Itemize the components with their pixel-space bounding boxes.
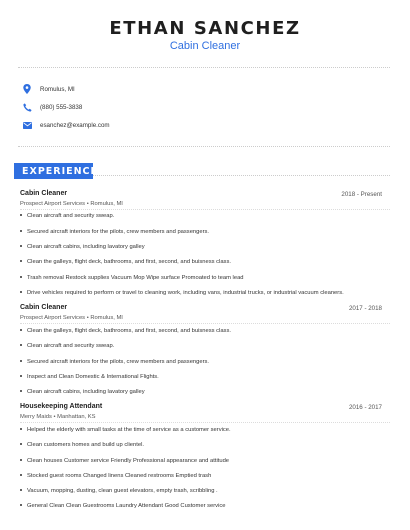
contact-phone-text[interactable]: (880) 555-3838 xyxy=(40,103,83,111)
job-location: Romulus, MI xyxy=(90,315,123,321)
job-dates: 2017 - 2018 xyxy=(348,305,382,312)
list-item: Trash removal Restock supplies Vacuum Mop Wipe surface Promoated to team lead xyxy=(20,275,244,281)
job-company-line: Prospect Airport Services • Romulus, MI xyxy=(20,201,123,207)
job-divider xyxy=(20,209,390,210)
list-item: Stocked guest rooms Changed linens Cleaned restrooms Emptied trash xyxy=(20,473,211,479)
list-item: General Clean Clean Guestrooms Laundry Attendant Good Customer service xyxy=(20,503,226,509)
job-location: Romulus, MI xyxy=(90,201,123,207)
job-title: Cabin Cleaner xyxy=(20,190,68,197)
section-title-experience: EXPERIENCE xyxy=(14,163,93,179)
job-title: Cabin Cleaner xyxy=(20,304,68,311)
list-item: Clean aircraft and security sweap. xyxy=(20,213,114,219)
job-company: Prospect Airport Services xyxy=(20,315,86,321)
contact-location xyxy=(22,83,75,95)
list-item: Secured aircraft interiors for the pilots, crew members and passengers. xyxy=(20,359,209,365)
section-divider xyxy=(93,175,390,176)
list-item: Clean aircraft and security sweap. xyxy=(20,343,114,349)
job-dates: 2018 - Present xyxy=(341,191,382,198)
list-item: Clean aircraft cabins, including lavatory galley xyxy=(20,389,145,395)
contact-email[interactable] xyxy=(22,119,110,131)
location-pin-icon xyxy=(22,84,32,94)
job-company: Prospect Airport Services xyxy=(20,201,86,207)
contact-location-text: Romulus, MI xyxy=(40,85,75,93)
phone-icon xyxy=(22,102,32,112)
list-item: Vacuum, mopping, dusting, clean guest elevators, empty trash, scribbling . xyxy=(20,488,218,494)
job-company-line: Prospect Airport Services • Romulus, MI xyxy=(20,315,123,321)
list-item: Drive vehicles required to perform or travel to cleaning work, including vans, industrial trucks, or industrial vacuum cleaners. xyxy=(20,290,344,296)
list-item: Clean the galleys, flight deck, bathrooms, and first, second, and buisness class. xyxy=(20,259,231,265)
job-divider xyxy=(20,422,390,423)
job-location: Manhattan, KS xyxy=(57,414,96,420)
contact-divider xyxy=(18,146,390,147)
list-item: Clean aircraft cabins, including lavatory galley xyxy=(20,244,145,250)
list-item: Helped the elderly with small tasks at the time of service as a customer service. xyxy=(20,427,231,433)
list-item: Clean the galleys, flight deck, bathrooms, and first, second, and buisness class. xyxy=(20,328,231,334)
contact-email-text[interactable]: esanchez@example.com xyxy=(40,121,110,129)
email-icon xyxy=(22,120,32,130)
list-item: Secured aircraft interiors for the pilots, crew members and passengers. xyxy=(20,229,209,235)
job-title: Housekeeping Attendant xyxy=(20,403,103,410)
job-divider xyxy=(20,323,390,324)
contact-phone[interactable] xyxy=(22,101,82,113)
header-divider xyxy=(18,67,390,68)
resume-name: ETHAN SANCHEZ xyxy=(109,18,301,39)
list-item: Clean houses Customer service Friendly Professional appearance and attitude xyxy=(20,458,229,464)
list-item: Inspect and Clean Domestic & International Flights. xyxy=(20,374,159,380)
resume-role: Cabin Cleaner xyxy=(169,40,241,52)
job-dates: 2016 - 2017 xyxy=(348,404,382,411)
list-item: Clean customers homes and build up clientel. xyxy=(20,442,144,448)
job-company-line: Merry Maids • Manhattan, KS xyxy=(20,414,96,420)
job-company: Merry Maids xyxy=(20,414,52,420)
